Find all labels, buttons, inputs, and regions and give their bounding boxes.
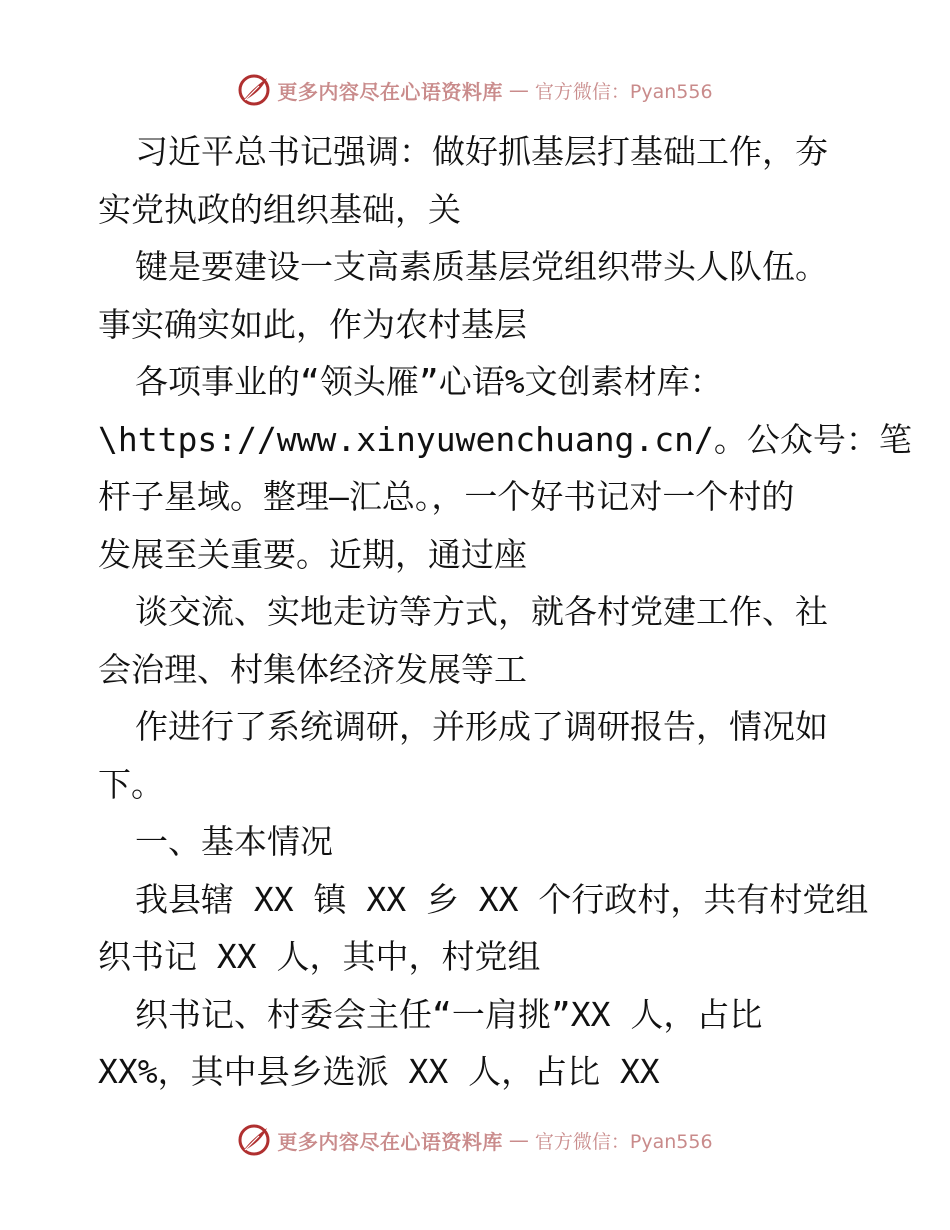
feather-pen-logo-icon [237,73,271,107]
body-line: 各项事业的“领头雁”心语%文创素材库： [135,362,723,401]
body-line: 谈交流、实地走访等方式，就各村党建工作、社 [135,592,828,631]
body-line: 会治理、村集体经济发展等工 [98,649,527,689]
footer-brand-text: 更多内容尽在心语资料库 [277,1129,503,1154]
body-line: 发展至关重要。近期，通过座 [98,534,527,574]
footer-separator: — [508,1128,529,1152]
body-line: 织书记 XX 人，其中，村党组 [98,937,541,976]
body-line: 杆子星域。整理—汇总。，一个好书记对一个村的 [98,477,795,516]
feather-pen-logo-icon [237,1123,271,1157]
footer-watermark-banner [0,1120,950,1160]
body-line: \https://www.xinyuwenchuang.cn/。公众号：笔 [98,419,912,459]
body-line: 织书记、村委会主任“一肩挑”XX 人，占比 [135,994,763,1034]
body-line: 实党执政的组织基础，关 [98,189,461,229]
document-body [98,123,912,1101]
header-separator: — [508,78,529,102]
header-watermark-banner [0,70,950,110]
body-line: 习近平总书记强调：做好抓基层打基础工作，夯 [135,132,828,171]
footer-wechat-text: 官方微信：Pyan556 [534,1130,713,1153]
body-line: 下。 [98,764,164,804]
body-line: 事实确实如此，作为农村基层 [98,304,527,344]
body-line: 一、基本情况 [135,822,333,861]
body-line: 作进行了系统调研，并形成了调研报告，情况如 [135,707,828,746]
body-line: 键是要建设一支高素质基层党组织带头人队伍。 [135,247,828,286]
header-brand-text: 更多内容尽在心语资料库 [277,79,503,104]
body-line: XX%，其中县乡选派 XX 人，占比 XX [98,1052,660,1091]
body-line: 我县辖 XX 镇 XX 乡 XX 个行政村，共有村党组 [135,879,869,919]
header-wechat-text: 官方微信：Pyan556 [534,80,713,103]
